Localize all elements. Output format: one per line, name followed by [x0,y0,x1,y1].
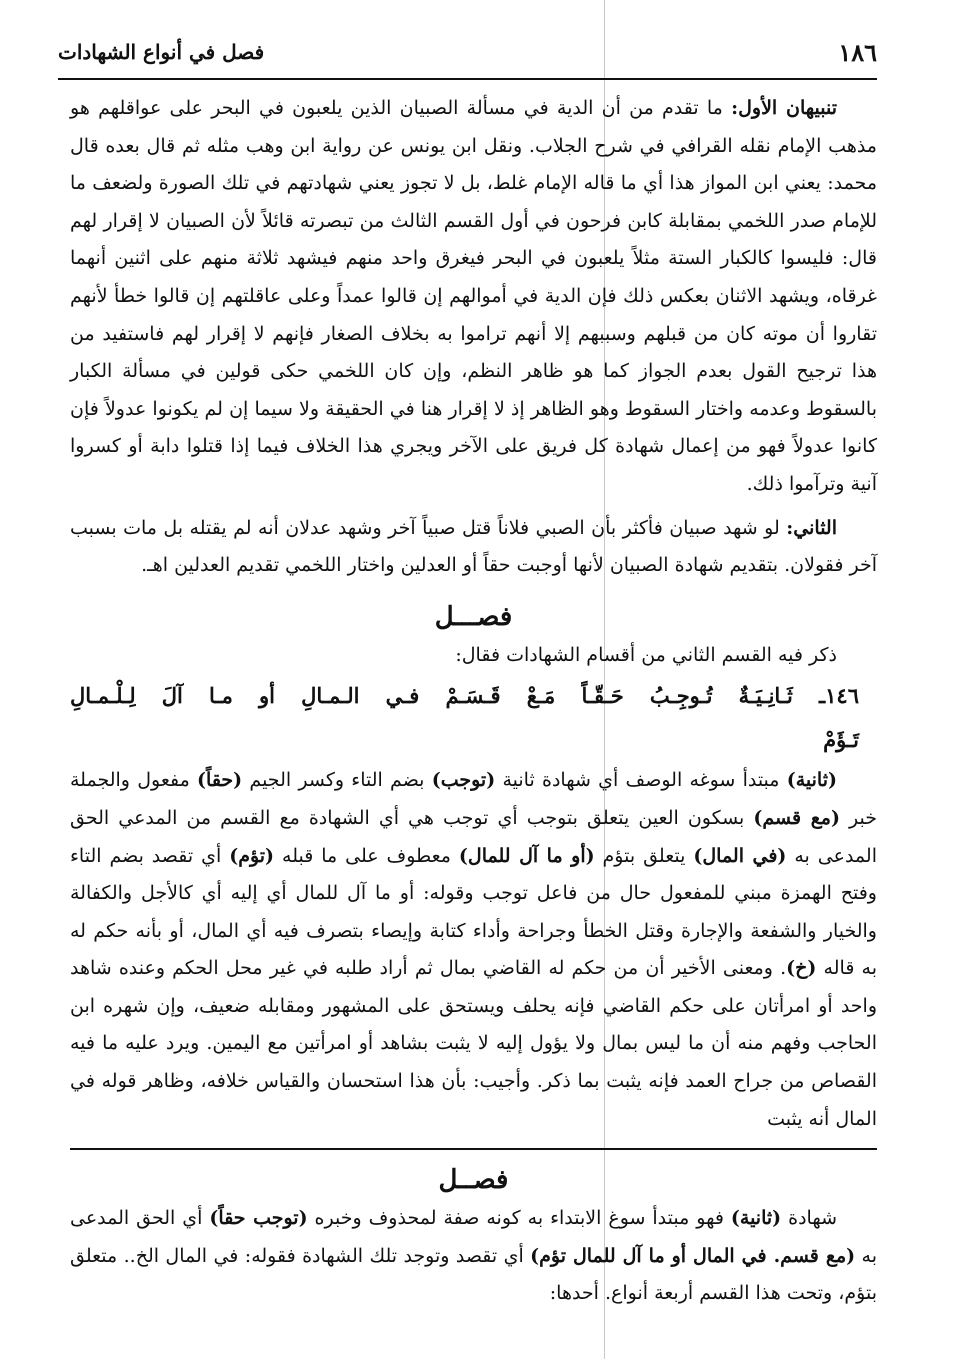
term: (خ) [786,957,817,980]
section-heading: فصـــل [434,601,513,632]
term: (أو ما آل للمال) [458,844,595,867]
page-number: ١٨٦ [838,38,877,67]
header-rule [58,78,877,80]
page-header [58,34,877,74]
page-body [70,90,877,1313]
term: (توجب حقاً) [209,1207,308,1230]
footnote-paragraph [70,1200,877,1313]
footnote-text: فهو مبتدأ سوغ الابتداء به كونه صفة لمحذوف وخبره [307,1207,731,1230]
commentary-text: بسكون العين يتعلق بتوجب أي توجب هي أي الشهادة مع القسم من المدعي الحق المدعى به [70,806,877,867]
footnote-rule [70,1148,877,1150]
note-second-text: لو شهد صبيان فأكثر بأن الصبي فلاناً قتل صبياً آخر وشهد عدلان أنه لم يقتله بل مات بسبب آخر فقولان. بتقديم شهادة الصبيان لأنها أوجبت حقاً أو العدلين واختار اللخمي تقديم العدلين اهـ. [70,516,877,577]
section-intro: ذكر فيه القسم الثاني من أقسام الشهادات فقال: [455,643,837,666]
note-second [70,510,877,585]
term: (في المال) [693,844,787,867]
term: (مع قسم. في المال أو ما آل للمال تؤم) [530,1244,856,1267]
note-second-label: الثاني: [786,516,837,539]
term: (حقاً) [197,769,243,792]
term: (ثانية) [730,1207,782,1230]
commentary-text: . ومعنى الأخير أن من حكم له القاضي بمال ثم أراد طلبه في غير محل الحكم وعنده شاهد واحد أو امرأتان على حكم القاضي فإنه يحلف ويستحق على المشهور ومقابله ضعيف، وإن شهره ابن الحاجب وفهم منه أن ما ليس بمال ولا يؤول إليه لا يثبت بشاهد أو امرأتين مع اليمين. ويرد عليه ما فيه القصاص من جراح العمد فإنه يثبت بما ذكر. وأجيب: بأن هذا استحسان والقياس خلافه، وظاهر قوله في المال أنه يثبت [70,957,877,1130]
commentary-text: يتعلق بتؤم [594,844,694,867]
footnote-text: شهادة [781,1207,838,1230]
verse-line: ١٤٦ـ ثَـانِـيَـةٌ تُـوجِـبُ حَـقّـاً مَـعْ قَـسَـمْ فـي الـمـالِ أو مـا آلَ لِـلْـمـالِ تَـؤَمْ [70,683,859,753]
commentary-text: مفعول والجملة خبر [70,769,877,829]
commentary-paragraph [70,762,877,1138]
commentary-text: بضم التاء وكسر الجيم [242,769,432,792]
commentary-text: مبتدأ سوغه الوصف أي شهادة ثانية [495,769,787,792]
note-first [70,90,877,504]
footnote-text: أي الحق المدعى به [70,1207,878,1267]
term: (توجب) [431,769,496,792]
footnote-heading: فصــل [438,1165,509,1196]
note-first-label: تنبيهان الأول: [731,97,837,119]
term: (ثانية) [786,769,837,792]
footnote-text: أي تقصد وتوجد تلك الشهادة فقوله: في المال الخ.. متعلق بتؤم، وتحت هذا القسم أربعة أنواع. أحدها: [70,1244,877,1305]
running-title: فصل في أنواع الشهادات [58,40,265,64]
commentary [70,762,877,1138]
commentary-text: معطوف على ما قبله [274,844,459,867]
commentary-text: أي تقصد بضم التاء وفتح الهمزة مبني للمفعول حال من فاعل توجب وقوله: أو ما آل للمال أي إليه أي كالأجل والكفالة والخيار والشفعة والإجارة وقتل الخطأ وجراحة وأداء كتابة وإيصاء بتصرف فيه أي المال، أو بأنه حكم له به قاله [70,844,878,980]
note-first-text: ما تقدم من أن الدية في مسألة الصبيان الذين يلعبون في البحر على عواقلهم هو مذهب الإمام نقله القرافي في شرح الجلاب. ونقل ابن يونس عن رواية ابن وهب مثله ثم قال بعده قال محمد: يعني ابن المواز هذا أي ما قاله الإمام غلط، بل لا تجوز يعني شهادتهم في تلك الصورة ولضعف ما للإمام صدر اللخمي بمقابلة كابن فرحون في أول القسم الثالث من تبصرته قائلاً لأن الصبيان لا إقرار لهم قال: فليسوا كالكبار الستة مثلاً يلعبون في البحر فيغرق واحد منهم فيشهد ثلاثة منهم على اثنين أنهما غرقاه، ويشهد الاثنان بعكس ذلك فإن الدية في أموالهم إن قالوا عمداً وعلى عاقلتهم إن قالوا خطأ لأنهم تقاروا أن موته كان من قبلهم وسببهم إلا أنهم تراموا به بخلاف الصغار فإنهم لا إقرار لهم فاستفيد من هذا ترجيح القول بعدم الجواز كما هو ظاهر النظم، وإن كان اللخمي حكى قولين في مسألة الكبار بالسقوط وعدمه واختار السقوط وهو الظاهر إذ لا إقرار هنا في الحقيقة ولا سيما إن لم يكونوا عدولاً فإن كانوا عدولاً فهو من إعمال شهادة كل فريق على الآخر ويجري هذا الخلاف فيما إذا قتلوا دابة أو كسروا آنية وترآموا ذلك. [70,97,877,495]
term: (مع قسم) [753,806,840,829]
term: (تؤم) [229,844,275,867]
